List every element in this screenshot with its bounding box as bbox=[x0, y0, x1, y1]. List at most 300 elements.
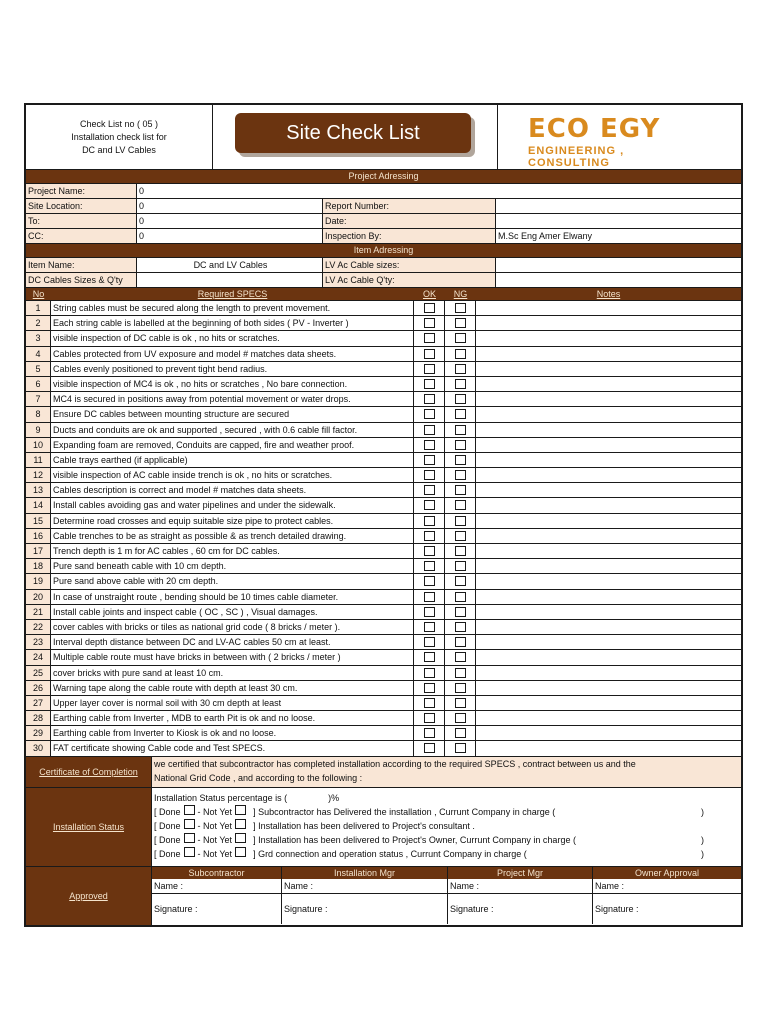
approval-col-owner: Owner Approval bbox=[634, 867, 700, 878]
owner-name-field[interactable]: Name : bbox=[595, 880, 625, 891]
ng-checkbox[interactable] bbox=[455, 349, 466, 359]
ok-checkbox[interactable] bbox=[424, 652, 435, 662]
date-label: Date: bbox=[323, 214, 496, 228]
table-row bbox=[26, 574, 741, 589]
row-number: 27 bbox=[26, 696, 51, 710]
date-field[interactable] bbox=[496, 214, 741, 228]
certificate-line-1: we certified that subcontractor has completed installation according to the required SPECS , contract between us and the bbox=[154, 758, 636, 769]
row-number: 13 bbox=[26, 483, 51, 497]
certificate-line-2: National Grid Code , and according to the following : bbox=[154, 772, 363, 783]
row-number: 28 bbox=[26, 711, 51, 725]
ng-cell bbox=[445, 620, 476, 634]
ng-cell bbox=[445, 407, 476, 421]
ok-cell bbox=[414, 544, 445, 558]
lv-qty-field[interactable] bbox=[496, 273, 741, 287]
ng-checkbox[interactable] bbox=[455, 607, 466, 617]
table-row bbox=[26, 392, 741, 407]
ng-checkbox[interactable] bbox=[455, 622, 466, 632]
row-number: 30 bbox=[26, 741, 51, 755]
done-checkbox[interactable] bbox=[184, 833, 195, 843]
subcontractor-name-field[interactable]: Name : bbox=[152, 879, 282, 893]
ng-cell bbox=[445, 590, 476, 604]
row-number: 4 bbox=[26, 347, 51, 361]
notes-field[interactable] bbox=[476, 559, 741, 573]
ok-cell bbox=[414, 681, 445, 695]
row-number: 19 bbox=[26, 574, 51, 588]
company-logo bbox=[528, 114, 703, 169]
project-name-field[interactable]: 0 bbox=[139, 186, 145, 196]
table-row bbox=[26, 605, 741, 620]
approval-col-project-mgr: Project Mgr bbox=[448, 867, 593, 879]
notes-field[interactable] bbox=[476, 438, 741, 452]
row-spec-text: visible inspection of DC cable is ok , no hits or scratches. bbox=[51, 331, 414, 345]
approval-col-installation-mgr: Installation Mgr bbox=[282, 867, 448, 879]
ng-checkbox[interactable] bbox=[455, 455, 466, 465]
ng-checkbox[interactable] bbox=[455, 440, 466, 450]
row-number: 6 bbox=[26, 377, 51, 391]
notes-field[interactable] bbox=[476, 681, 741, 695]
table-row bbox=[26, 620, 741, 635]
lv-qty-label: LV Ac Cable Q'ty: bbox=[323, 273, 496, 287]
row-number: 14 bbox=[26, 498, 51, 512]
ng-checkbox[interactable] bbox=[455, 318, 466, 328]
ok-checkbox[interactable] bbox=[424, 743, 435, 753]
ng-checkbox[interactable] bbox=[455, 713, 466, 723]
row-number: 12 bbox=[26, 468, 51, 482]
notes-field[interactable] bbox=[476, 483, 741, 497]
row-number: 1 bbox=[26, 301, 51, 315]
row-number: 20 bbox=[26, 590, 51, 604]
certificate-text bbox=[152, 757, 741, 787]
done-checkbox[interactable] bbox=[184, 819, 195, 829]
checklist-sheet bbox=[24, 103, 743, 927]
installation-status-block bbox=[26, 788, 741, 867]
to-label: To: bbox=[26, 214, 137, 228]
row-number: 16 bbox=[26, 529, 51, 543]
table-row bbox=[26, 438, 741, 453]
ng-cell bbox=[445, 468, 476, 482]
ng-cell bbox=[445, 574, 476, 588]
table-row bbox=[26, 498, 741, 513]
report-number-field[interactable] bbox=[496, 199, 741, 213]
ng-checkbox[interactable] bbox=[455, 576, 466, 586]
row-number: 24 bbox=[26, 650, 51, 664]
table-row bbox=[26, 453, 741, 468]
notes-field[interactable] bbox=[476, 696, 741, 710]
row-number: 10 bbox=[26, 438, 51, 452]
ok-checkbox[interactable] bbox=[424, 349, 435, 359]
notes-field[interactable] bbox=[476, 453, 741, 467]
ng-checkbox[interactable] bbox=[455, 592, 466, 602]
ng-cell bbox=[445, 650, 476, 664]
row-number: 5 bbox=[26, 362, 51, 376]
notes-field[interactable] bbox=[476, 650, 741, 664]
ok-checkbox[interactable] bbox=[424, 516, 435, 526]
col-notes: Notes bbox=[596, 289, 621, 299]
status-line bbox=[154, 847, 741, 861]
subcontractor-signature-field[interactable]: Signature : bbox=[152, 894, 282, 924]
ok-cell bbox=[414, 605, 445, 619]
table-row bbox=[26, 544, 741, 559]
item-section-title: Item Adressing bbox=[26, 244, 741, 258]
header bbox=[26, 105, 741, 170]
table-row bbox=[26, 377, 741, 392]
row-spec-text: Cables protected from UV exposure and model # matches data sheets. bbox=[51, 347, 414, 361]
notes-field[interactable] bbox=[476, 377, 741, 391]
ng-cell bbox=[445, 423, 476, 437]
ok-checkbox[interactable] bbox=[424, 470, 435, 480]
ok-cell bbox=[414, 453, 445, 467]
row-spec-text: Pure sand beneath cable with 10 cm depth. bbox=[51, 559, 414, 573]
notes-field[interactable] bbox=[476, 514, 741, 528]
ng-checkbox[interactable] bbox=[455, 546, 466, 556]
not-yet-label: - Not Yet bbox=[197, 806, 233, 817]
done-checkbox[interactable] bbox=[184, 847, 195, 857]
ok-checkbox[interactable] bbox=[424, 394, 435, 404]
ok-cell bbox=[414, 316, 445, 330]
notes-field[interactable] bbox=[476, 620, 741, 634]
ok-checkbox[interactable] bbox=[424, 333, 435, 343]
done-checkbox[interactable] bbox=[184, 805, 195, 815]
table-row bbox=[26, 423, 741, 438]
item-name-label: Item Name: bbox=[26, 258, 137, 272]
ng-checkbox[interactable] bbox=[455, 409, 466, 419]
table-row bbox=[26, 316, 741, 331]
row-number: 25 bbox=[26, 666, 51, 680]
checklist-subtitle: Installation check list for bbox=[71, 131, 167, 142]
dc-sizes-label: DC Cables Sizes & Q'ty bbox=[26, 273, 137, 287]
dc-sizes-field[interactable] bbox=[137, 273, 323, 287]
ng-cell bbox=[445, 711, 476, 725]
ng-checkbox[interactable] bbox=[455, 379, 466, 389]
row-spec-text: Pure sand above cable with 20 cm depth. bbox=[51, 574, 414, 588]
row-spec-text: Install cables avoiding gas and water pipelines and under the sidewalk. bbox=[51, 498, 414, 512]
ok-checkbox[interactable] bbox=[424, 500, 435, 510]
ok-cell bbox=[414, 559, 445, 573]
notes-field[interactable] bbox=[476, 423, 741, 437]
table-row bbox=[26, 559, 741, 574]
ng-checkbox[interactable] bbox=[455, 728, 466, 738]
row-spec-text: cover cables with bricks or tiles as national grid code ( 8 bricks / meter ). bbox=[51, 620, 414, 634]
inspection-by-field[interactable]: M.Sc Eng Amer Elwany bbox=[498, 231, 593, 241]
ng-cell bbox=[445, 559, 476, 573]
ng-cell bbox=[445, 331, 476, 345]
installation-mgr-name-field[interactable]: Name : bbox=[282, 879, 448, 893]
notes-field[interactable] bbox=[476, 574, 741, 588]
ng-checkbox[interactable] bbox=[455, 485, 466, 495]
ng-checkbox[interactable] bbox=[455, 668, 466, 678]
table-row bbox=[26, 514, 741, 529]
row-spec-text: Ensure DC cables between mounting structure are secured bbox=[51, 407, 414, 421]
ok-checkbox[interactable] bbox=[424, 485, 435, 495]
not-yet-checkbox[interactable] bbox=[235, 805, 246, 815]
ng-cell bbox=[445, 666, 476, 680]
notes-field[interactable] bbox=[476, 407, 741, 421]
title-area bbox=[213, 105, 498, 169]
table-row bbox=[26, 301, 741, 316]
ok-checkbox[interactable] bbox=[424, 364, 435, 374]
ng-checkbox[interactable] bbox=[455, 531, 466, 541]
row-number: 23 bbox=[26, 635, 51, 649]
not-yet-checkbox[interactable] bbox=[235, 847, 246, 857]
ok-cell bbox=[414, 696, 445, 710]
cc-row bbox=[26, 229, 741, 244]
approved-label: Approved bbox=[26, 867, 152, 925]
lv-sizes-label: LV Ac Cable sizes: bbox=[323, 258, 496, 272]
row-spec-text: Install cable joints and inspect cable ( OC , SC ) , Visual damages. bbox=[51, 605, 414, 619]
ok-checkbox[interactable] bbox=[424, 303, 435, 313]
ok-cell bbox=[414, 468, 445, 482]
done-label: [ Done bbox=[154, 820, 181, 831]
ok-checkbox[interactable] bbox=[424, 576, 435, 586]
col-ng: NG bbox=[453, 289, 468, 299]
row-spec-text: Cable trays earthed (if applicable) bbox=[51, 453, 414, 467]
installation-mgr-signature-field[interactable]: Signature : bbox=[282, 894, 448, 924]
installation-status-label: Installation Status bbox=[26, 788, 152, 866]
row-spec-text: Expanding foam are removed, Conduits are capped, fire and weather proof. bbox=[51, 438, 414, 452]
ok-cell bbox=[414, 726, 445, 740]
checklist-info bbox=[26, 105, 213, 169]
ng-cell bbox=[445, 453, 476, 467]
ng-checkbox[interactable] bbox=[455, 364, 466, 374]
ng-checkbox[interactable] bbox=[455, 561, 466, 571]
row-number: 9 bbox=[26, 423, 51, 437]
notes-field[interactable] bbox=[476, 741, 741, 755]
row-spec-text: Interval depth distance between DC and LV-AC cables 50 cm at least. bbox=[51, 635, 414, 649]
notes-field[interactable] bbox=[476, 392, 741, 406]
ng-cell bbox=[445, 741, 476, 755]
cc-field[interactable]: 0 bbox=[137, 229, 323, 243]
row-spec-text: Earthing cable from Inverter , MDB to earth Pit is ok and no loose. bbox=[51, 711, 414, 725]
table-row bbox=[26, 347, 741, 362]
ng-checkbox[interactable] bbox=[455, 394, 466, 404]
ok-checkbox[interactable] bbox=[424, 318, 435, 328]
installation-percentage bbox=[154, 791, 741, 805]
logo-area bbox=[498, 105, 741, 169]
row-number: 7 bbox=[26, 392, 51, 406]
notes-field[interactable] bbox=[476, 666, 741, 680]
not-yet-label: - Not Yet bbox=[197, 848, 233, 859]
ok-checkbox[interactable] bbox=[424, 379, 435, 389]
not-yet-label: - Not Yet bbox=[197, 834, 233, 845]
ok-cell bbox=[414, 301, 445, 315]
approval-signature-row bbox=[152, 894, 741, 924]
row-number: 21 bbox=[26, 605, 51, 619]
ok-checkbox[interactable] bbox=[424, 637, 435, 647]
table-row bbox=[26, 362, 741, 377]
ng-cell bbox=[445, 438, 476, 452]
row-spec-text: In case of unstraight route , bending should be 10 times cable diameter. bbox=[51, 590, 414, 604]
ng-cell bbox=[445, 605, 476, 619]
table-row bbox=[26, 635, 741, 650]
row-number: 15 bbox=[26, 514, 51, 528]
row-spec-text: Each string cable is labelled at the beginning of both sides ( PV - Inverter ) bbox=[51, 316, 414, 330]
ok-cell bbox=[414, 407, 445, 421]
not-yet-label: - Not Yet bbox=[197, 820, 233, 831]
ok-cell bbox=[414, 362, 445, 376]
ng-cell bbox=[445, 362, 476, 376]
item-name-field[interactable]: DC and LV Cables bbox=[137, 258, 323, 272]
notes-field[interactable] bbox=[476, 347, 741, 361]
ok-checkbox[interactable] bbox=[424, 683, 435, 693]
ng-cell bbox=[445, 635, 476, 649]
ng-cell bbox=[445, 681, 476, 695]
project-mgr-name-field[interactable]: Name : bbox=[448, 879, 593, 893]
ng-checkbox[interactable] bbox=[455, 698, 466, 708]
site-location-row bbox=[26, 199, 741, 214]
installation-status-body bbox=[152, 788, 741, 866]
row-number: 17 bbox=[26, 544, 51, 558]
ng-checkbox[interactable] bbox=[455, 637, 466, 647]
ok-checkbox[interactable] bbox=[424, 592, 435, 602]
ng-cell bbox=[445, 544, 476, 558]
checklist-number: Check List no ( 05 ) bbox=[79, 118, 159, 129]
table-row bbox=[26, 468, 741, 483]
ng-checkbox[interactable] bbox=[455, 303, 466, 313]
ng-cell bbox=[445, 316, 476, 330]
ok-checkbox[interactable] bbox=[424, 531, 435, 541]
ok-cell bbox=[414, 529, 445, 543]
certificate-label: Certificate of Completion bbox=[26, 757, 152, 787]
checklist-scope: DC and LV Cables bbox=[82, 144, 156, 155]
ok-checkbox[interactable] bbox=[424, 713, 435, 723]
ok-cell bbox=[414, 438, 445, 452]
status-line bbox=[154, 833, 741, 847]
ok-cell bbox=[414, 514, 445, 528]
notes-field[interactable] bbox=[476, 605, 741, 619]
ok-cell bbox=[414, 590, 445, 604]
table-row bbox=[26, 681, 741, 696]
ok-cell bbox=[414, 483, 445, 497]
row-spec-text: Warning tape along the cable route with depth at least 30 cm. bbox=[51, 681, 414, 695]
not-yet-checkbox[interactable] bbox=[235, 819, 246, 829]
ok-cell bbox=[414, 498, 445, 512]
ok-checkbox[interactable] bbox=[424, 546, 435, 556]
notes-field[interactable] bbox=[476, 635, 741, 649]
status-end: ) bbox=[701, 834, 704, 845]
ng-checkbox[interactable] bbox=[455, 470, 466, 480]
ok-checkbox[interactable] bbox=[424, 455, 435, 465]
ok-cell bbox=[414, 331, 445, 345]
ok-checkbox[interactable] bbox=[424, 668, 435, 678]
ok-checkbox[interactable] bbox=[424, 440, 435, 450]
notes-field[interactable] bbox=[476, 498, 741, 512]
specs-table-header bbox=[26, 288, 741, 301]
approved-block bbox=[26, 867, 741, 925]
row-spec-text: Cables evenly positioned to prevent tight bend radius. bbox=[51, 362, 414, 376]
notes-field[interactable] bbox=[476, 529, 741, 543]
ng-cell bbox=[445, 498, 476, 512]
specs-table-body bbox=[26, 301, 741, 757]
ok-checkbox[interactable] bbox=[424, 561, 435, 571]
ok-checkbox[interactable] bbox=[424, 622, 435, 632]
report-number-label: Report Number: bbox=[323, 199, 496, 213]
project-section-title: Project Adressing bbox=[26, 170, 741, 184]
ok-checkbox[interactable] bbox=[424, 409, 435, 419]
ok-checkbox[interactable] bbox=[424, 607, 435, 617]
certificate-block bbox=[26, 757, 741, 788]
notes-field[interactable] bbox=[476, 331, 741, 345]
project-name-label: Project Name: bbox=[26, 184, 137, 198]
ok-cell bbox=[414, 635, 445, 649]
ng-cell bbox=[445, 514, 476, 528]
notes-field[interactable] bbox=[476, 316, 741, 330]
logo-tagline: ENGINEERING , CONSULTING bbox=[528, 145, 625, 169]
item-name-row bbox=[26, 258, 741, 273]
lv-sizes-field[interactable] bbox=[496, 258, 741, 272]
to-field[interactable]: 0 bbox=[137, 214, 323, 228]
ng-checkbox[interactable] bbox=[455, 333, 466, 343]
ng-checkbox[interactable] bbox=[455, 516, 466, 526]
owner-signature-field[interactable]: Signature : bbox=[595, 903, 639, 914]
table-row bbox=[26, 666, 741, 681]
row-number: 26 bbox=[26, 681, 51, 695]
ok-cell bbox=[414, 377, 445, 391]
ng-checkbox[interactable] bbox=[455, 652, 466, 662]
table-row bbox=[26, 650, 741, 665]
row-number: 22 bbox=[26, 620, 51, 634]
approval-header bbox=[152, 867, 741, 879]
not-yet-checkbox[interactable] bbox=[235, 833, 246, 843]
ng-cell bbox=[445, 301, 476, 315]
notes-field[interactable] bbox=[476, 544, 741, 558]
table-row bbox=[26, 590, 741, 605]
approval-name-row bbox=[152, 879, 741, 894]
status-end: ) bbox=[701, 848, 704, 859]
status-text: ] Grd connection and operation status , Currunt Company in charge ( bbox=[253, 848, 527, 859]
percent-suffix: )% bbox=[328, 792, 340, 803]
site-location-field[interactable]: 0 bbox=[137, 199, 323, 213]
ng-checkbox[interactable] bbox=[455, 425, 466, 435]
project-mgr-signature-field[interactable]: Signature : bbox=[448, 894, 593, 924]
status-text: ] Installation has been delivered to Project's consultant . bbox=[253, 820, 475, 831]
ng-cell bbox=[445, 696, 476, 710]
page-title: Site Check List bbox=[235, 113, 471, 153]
table-row bbox=[26, 407, 741, 422]
ok-cell bbox=[414, 423, 445, 437]
notes-field[interactable] bbox=[476, 711, 741, 725]
row-number: 3 bbox=[26, 331, 51, 345]
notes-field[interactable] bbox=[476, 468, 741, 482]
row-spec-text: FAT certificate showing Cable code and Test SPECS. bbox=[51, 741, 414, 755]
ng-checkbox[interactable] bbox=[455, 683, 466, 693]
status-line bbox=[154, 805, 741, 819]
row-spec-text: Multiple cable route must have bricks in between with ( 2 bricks / meter ) bbox=[51, 650, 414, 664]
ok-checkbox[interactable] bbox=[424, 698, 435, 708]
notes-field[interactable] bbox=[476, 362, 741, 376]
notes-field[interactable] bbox=[476, 726, 741, 740]
ng-checkbox[interactable] bbox=[455, 743, 466, 753]
ok-checkbox[interactable] bbox=[424, 425, 435, 435]
notes-field[interactable] bbox=[476, 590, 741, 604]
site-location-label: Site Location: bbox=[26, 199, 137, 213]
ok-cell bbox=[414, 574, 445, 588]
row-spec-text: visible inspection of MC4 is ok , no hits or scratches , No bare connection. bbox=[51, 377, 414, 391]
row-spec-text: Cable trenches to be as straight as possible & as trench detailed drawing. bbox=[51, 529, 414, 543]
ng-cell bbox=[445, 483, 476, 497]
notes-field[interactable] bbox=[476, 301, 741, 315]
ng-cell bbox=[445, 726, 476, 740]
table-row bbox=[26, 741, 741, 756]
row-spec-text: Ducts and conduits are ok and supported , secured , with 0.6 cable fill factor. bbox=[51, 423, 414, 437]
row-spec-text: Earthing cable from Inverter to Kiosk is ok and no loose. bbox=[51, 726, 414, 740]
row-number: 8 bbox=[26, 407, 51, 421]
row-spec-text: String cables must be secured along the length to prevent movement. bbox=[51, 301, 414, 315]
table-row bbox=[26, 696, 741, 711]
ng-checkbox[interactable] bbox=[455, 500, 466, 510]
ok-checkbox[interactable] bbox=[424, 728, 435, 738]
dc-sizes-row bbox=[26, 273, 741, 288]
